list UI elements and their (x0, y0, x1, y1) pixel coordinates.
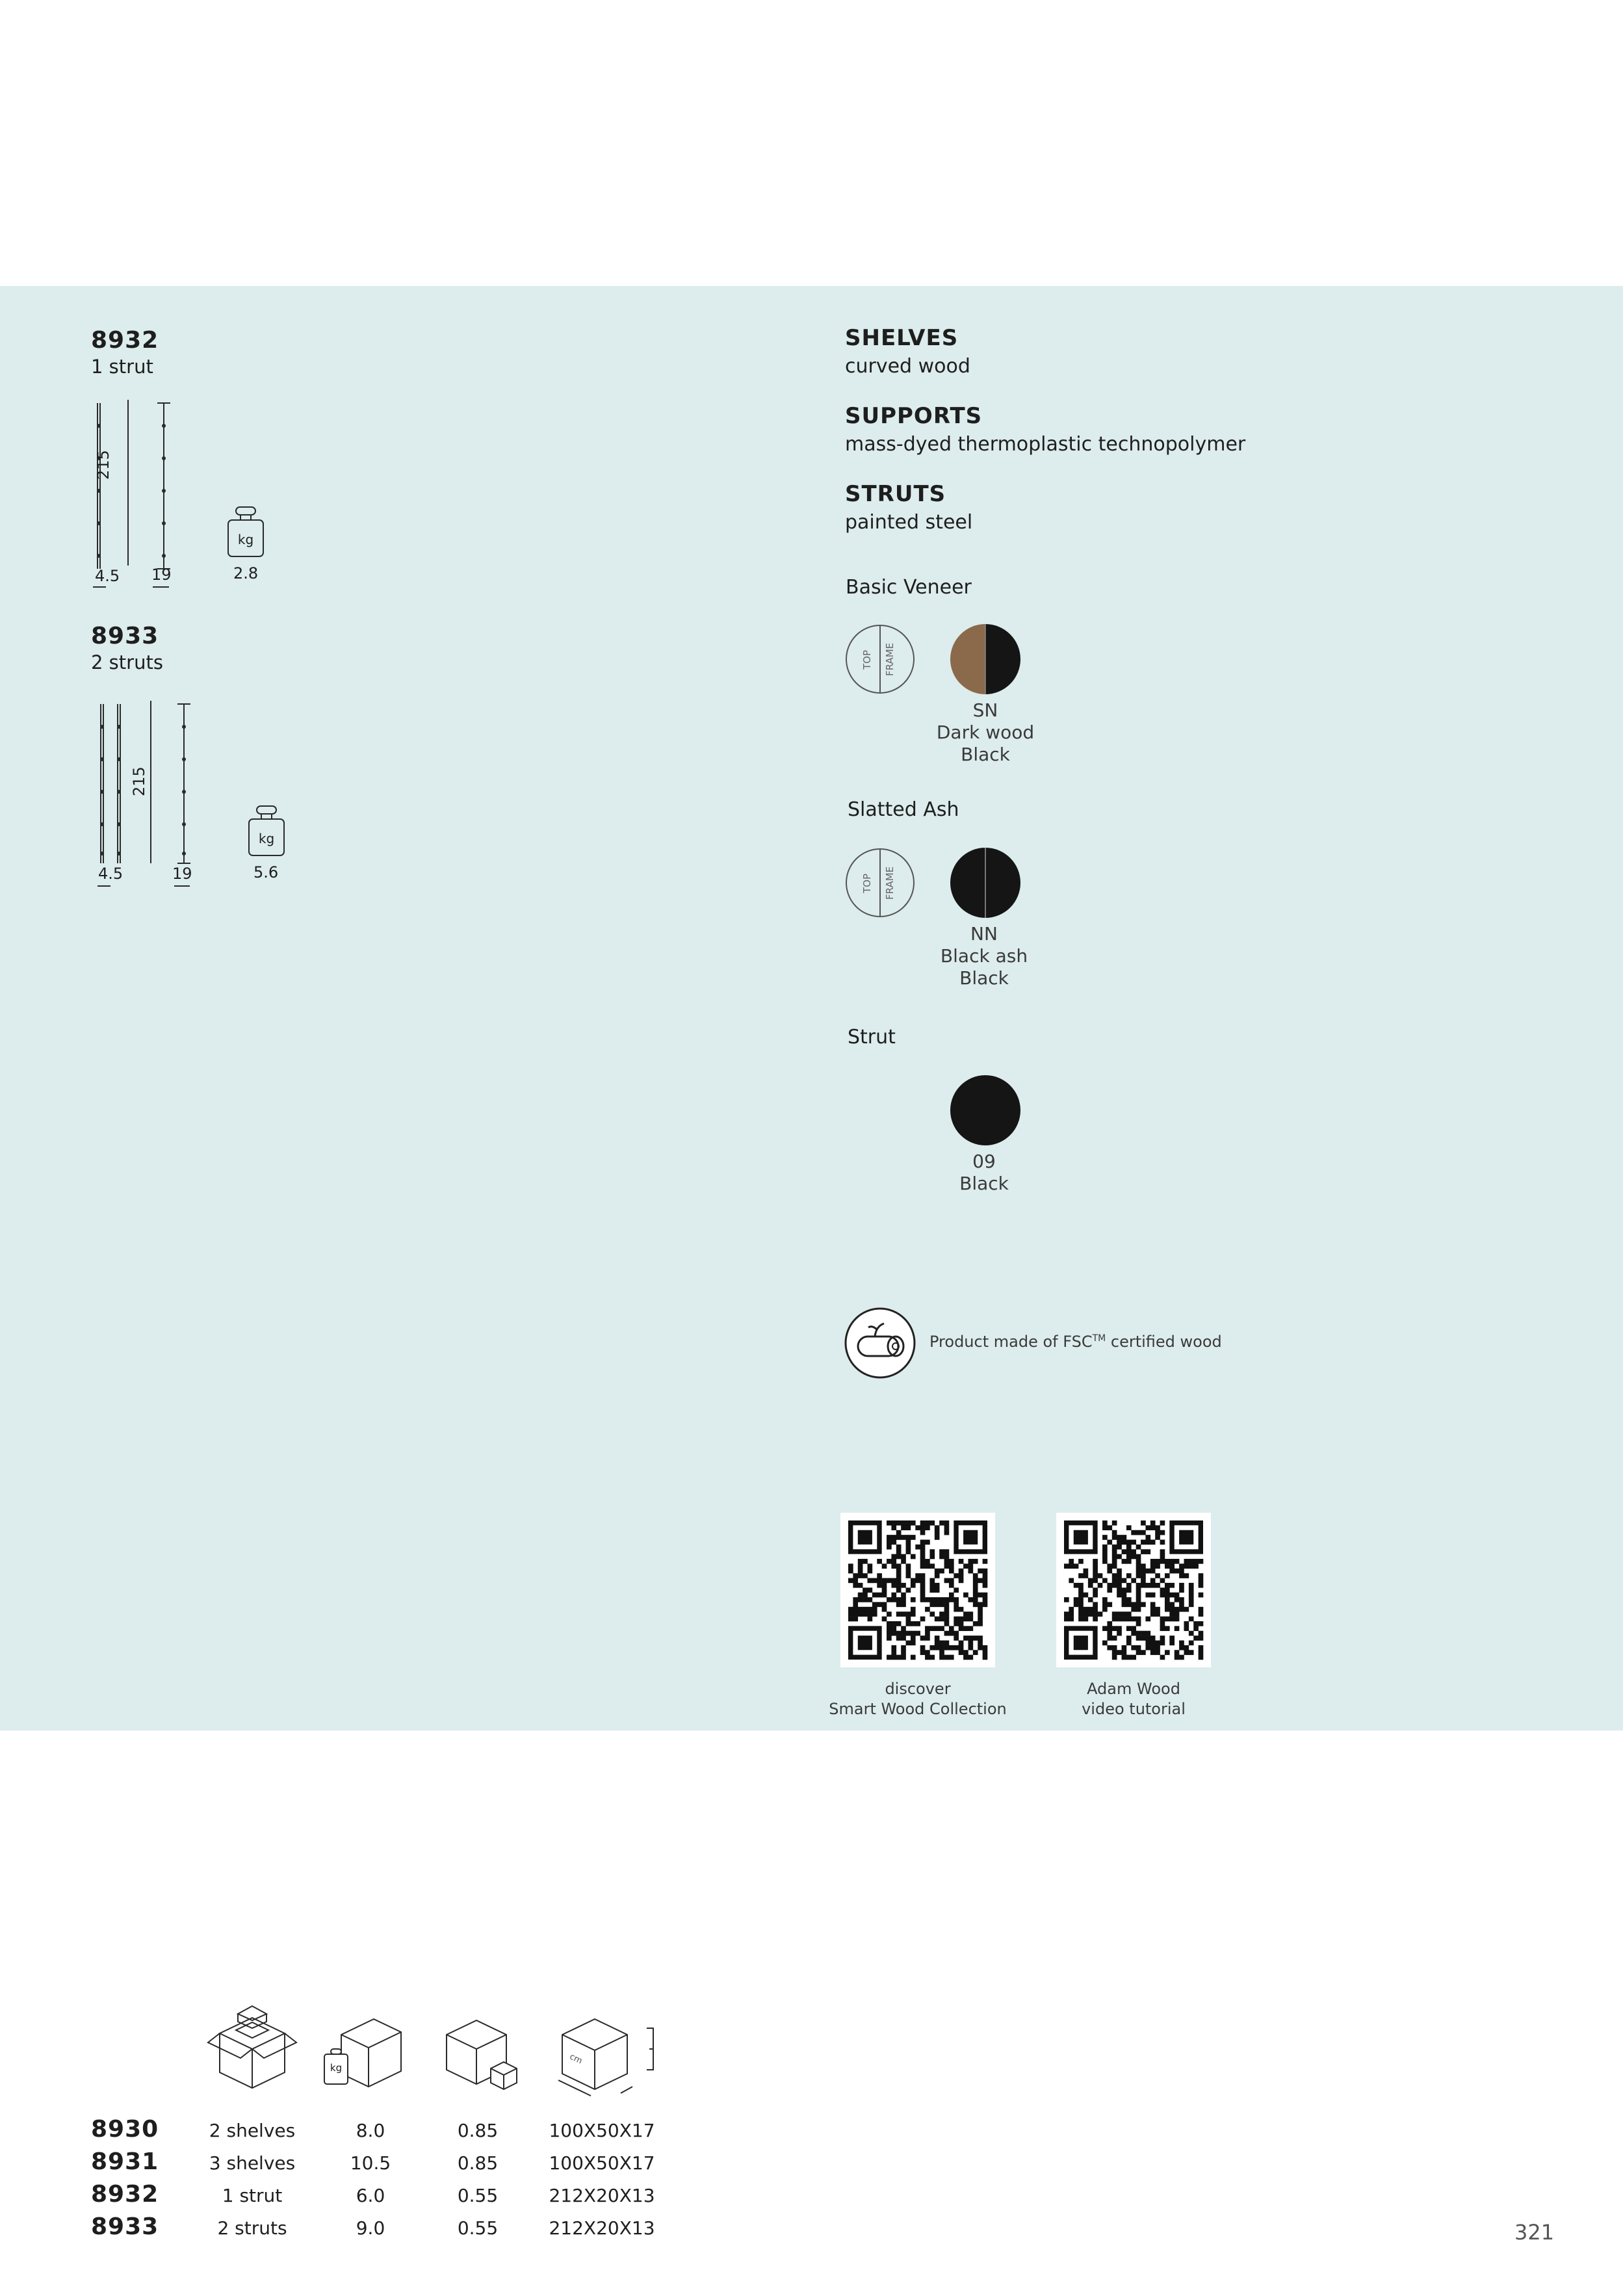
package-weight-icon-label: kg (330, 2062, 343, 2074)
finish-swatch (949, 623, 1022, 696)
finish-key-icon (845, 848, 916, 919)
product-subtitle: 1 strut (91, 356, 153, 378)
table-row (0, 2148, 715, 2181)
finish-name: Black (959, 1173, 1009, 1194)
finish-key-icon (845, 624, 916, 696)
weight-value: 2.8 (233, 564, 259, 582)
finish-code: SN (972, 699, 998, 721)
weight-value: 5.6 (253, 863, 279, 881)
package-contents: 1 strut (222, 2185, 283, 2206)
finish-swatch (949, 846, 1022, 919)
finish-name: Black (961, 744, 1010, 765)
finish-section-title: Strut (848, 1026, 896, 1049)
product-code: 8931 (91, 2148, 159, 2175)
product-code: 8932 (91, 2181, 159, 2208)
product-subtitle: 2 struts (91, 651, 163, 673)
finish-name: Black ash (940, 945, 1028, 967)
package-volume-icon (444, 2015, 522, 2093)
product-code: 8932 (91, 327, 159, 354)
material-heading: SUPPORTS (845, 403, 983, 429)
finish-code: 09 (972, 1151, 996, 1172)
package-dimensions: 100X50X17 (549, 2152, 655, 2174)
package-weight: 6.0 (356, 2185, 385, 2206)
depth-dimension: 4.5 (98, 865, 123, 883)
package-dimensions: 212X20X13 (549, 2185, 655, 2206)
finish-code: NN (970, 923, 998, 945)
width-dimension: 19 (172, 865, 192, 883)
height-dimension: 215 (94, 450, 112, 480)
qr-code-graphic (840, 1513, 995, 1667)
package-contents: 2 shelves (209, 2120, 296, 2141)
product-code: 8930 (91, 2116, 159, 2143)
finish-key-frame: FRAME (884, 642, 896, 676)
package-volume: 0.85 (457, 2120, 499, 2141)
package-dimensions-icon-label: cm (567, 2052, 584, 2067)
table-row (0, 2181, 715, 2213)
width-dimension: 19 (151, 566, 172, 584)
package-weight-icon (322, 2015, 406, 2093)
qr-code-smart-wood[interactable] (840, 1513, 995, 1667)
qr-caption: Adam Wood (1087, 1680, 1180, 1698)
finish-section-title: Basic Veneer (846, 576, 972, 599)
product-code: 8933 (91, 2213, 159, 2240)
table-row (0, 2213, 715, 2246)
table-row (0, 2116, 715, 2148)
qr-caption: Smart Wood Collection (829, 1700, 1007, 1718)
material-desc: curved wood (845, 355, 970, 378)
package-contents: 3 shelves (209, 2152, 296, 2174)
package-dimensions: 100X50X17 (549, 2120, 655, 2141)
finish-swatch (949, 1074, 1022, 1147)
weight-icon-label: kg (258, 831, 275, 846)
package-dimensions-icon (549, 2015, 666, 2100)
package-contents: 2 struts (217, 2217, 287, 2239)
page-number: 321 (1514, 2220, 1555, 2245)
package-weight: 10.5 (350, 2152, 391, 2174)
package-volume: 0.85 (457, 2152, 499, 2174)
package-volume: 0.55 (457, 2217, 499, 2239)
package-volume: 0.55 (457, 2185, 499, 2206)
qr-code-graphic (1056, 1513, 1211, 1667)
material-desc: painted steel (845, 511, 973, 534)
finish-name: Black (959, 967, 1009, 989)
product-code: 8933 (91, 623, 159, 649)
finish-key-frame: FRAME (884, 866, 896, 900)
depth-dimension: 4.5 (95, 567, 120, 585)
package-contents-icon (207, 2001, 304, 2092)
finish-section-title: Slatted Ash (848, 798, 959, 821)
package-dimensions: 212X20X13 (549, 2217, 655, 2239)
qr-code-video-tutorial[interactable] (1056, 1513, 1211, 1667)
material-desc: mass-dyed thermoplastic technopolymer (845, 433, 1246, 456)
qr-caption: video tutorial (1082, 1700, 1186, 1718)
fsc-statement: Product made of FSC™ certified wood (929, 1333, 1222, 1351)
weight-icon-label: kg (237, 532, 254, 547)
finish-name: Dark wood (936, 722, 1035, 743)
package-weight: 9.0 (356, 2217, 385, 2239)
strut-diagram (91, 701, 299, 889)
finish-key-top: TOP (861, 873, 873, 893)
material-heading: SHELVES (845, 325, 959, 351)
finish-key-top: TOP (861, 649, 873, 670)
fsc-wood-icon (844, 1307, 916, 1379)
qr-caption: discover (885, 1680, 951, 1698)
package-weight: 8.0 (356, 2120, 385, 2141)
material-heading: STRUTS (845, 481, 946, 507)
height-dimension: 215 (130, 766, 148, 796)
